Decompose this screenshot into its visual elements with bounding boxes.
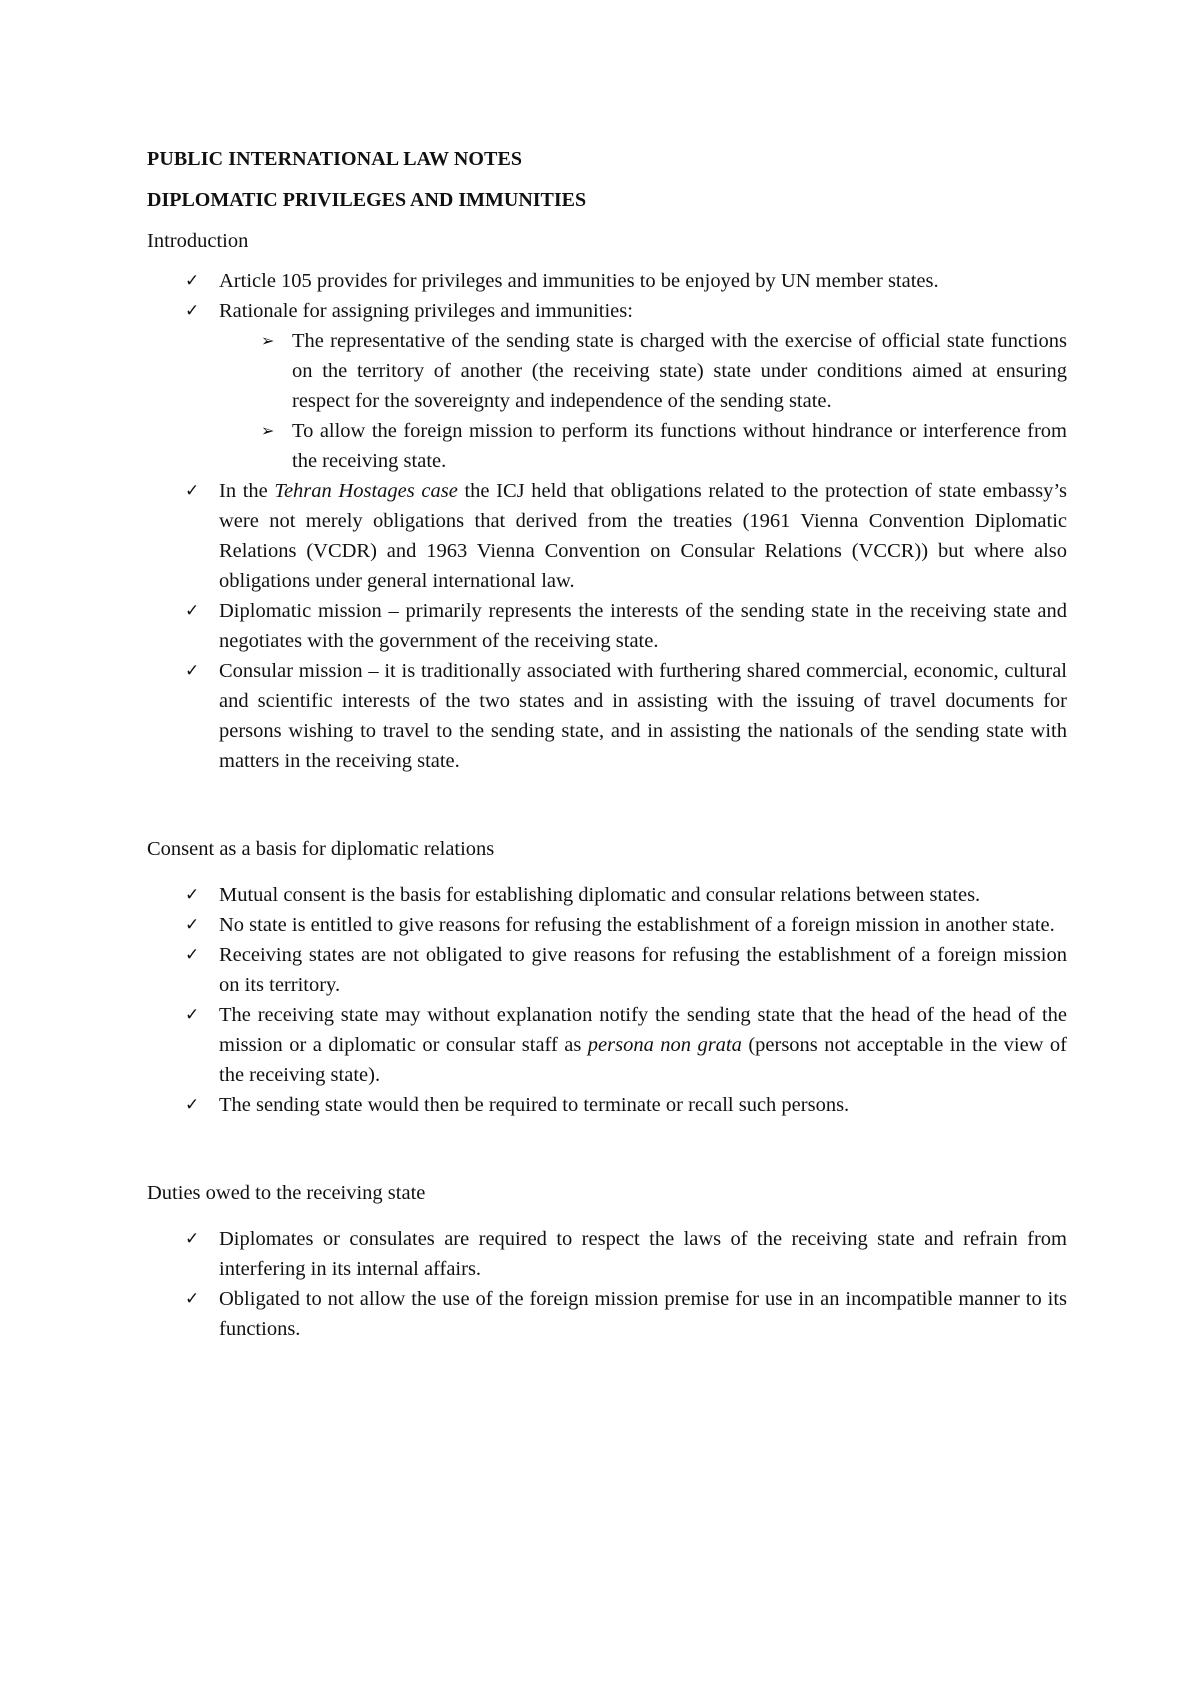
list-item-text-rest: (persons not acceptable in the view of the receiving state). — [219, 1034, 1067, 1086]
check-mark-icon: ✓ — [185, 271, 200, 291]
check-mark-icon: ✓ — [185, 945, 200, 965]
check-mark-icon: ✓ — [185, 601, 200, 621]
check-mark-icon: ✓ — [185, 1229, 200, 1249]
list-item — [147, 940, 1067, 1000]
check-mark-icon: ✓ — [185, 481, 200, 501]
check-mark-icon: ✓ — [185, 885, 200, 905]
list-item-text: Receiving states are not obligated to give reasons for refusing the establishment of a foreign mission on its territory. — [219, 944, 1067, 996]
sub-list-item-text: To allow the foreign mission to perform its functions without hindrance or interference from the receiving state. — [292, 420, 1067, 472]
list-item — [147, 656, 1067, 776]
list-item-text: Diplomates or consulates are required to respect the laws of the receiving state and refrain from interfering in its internal affairs. — [219, 1228, 1067, 1280]
list-item — [147, 1284, 1067, 1344]
list-item-text: Consular mission – it is traditionally associated with furthering shared commercial, economic, cultural and scientific interests of the two states and in assisting with the issuing of travel documents for persons wishing to travel to the sending state, and in assisting the nationals of the sending state with matters in the receiving state. — [219, 660, 1067, 772]
list-item-text: Diplomatic mission – primarily represents the interests of the sending state in the receiving state and negotiates with the government of the receiving state. — [219, 600, 1067, 652]
section-heading-duties: Duties owed to the receiving state — [147, 1182, 426, 1204]
sub-list-item — [219, 416, 1067, 476]
list-item — [147, 476, 1067, 596]
document-page — [147, 144, 1067, 1344]
list-item — [147, 296, 1067, 476]
list-item-text: Article 105 provides for privileges and immunities to be enjoyed by UN member states. — [219, 270, 939, 292]
check-mark-icon: ✓ — [185, 301, 200, 321]
rationale-sublist — [219, 326, 1067, 476]
list-item-text: Rationale for assigning privileges and immunities: — [219, 300, 633, 322]
check-mark-icon: ✓ — [185, 915, 200, 935]
sub-list-item-text: The representative of the sending state is charged with the exercise of official state functions on the territory of another (the receiving state) state under conditions aimed at ensuring respect for the sovereignty and independence of the sending state. — [292, 330, 1067, 412]
list-item-text: Obligated to not allow the use of the foreign mission premise for use in an incompatible manner to its functions. — [219, 1288, 1067, 1340]
list-item — [147, 910, 1067, 940]
consent-list — [147, 880, 1067, 1120]
list-item-text: The sending state would then be required to terminate or recall such persons. — [219, 1094, 850, 1116]
section-heading-introduction: Introduction — [147, 230, 249, 252]
list-item — [147, 266, 1067, 296]
list-item-text-rest: the ICJ held that obligations related to the protection of state embassy’s were not merely obligations that derived from the treaties (1961 Vienna Convention Diplomatic Relations (VCDR) and 1963 Vienna Convention on Consular Relations (VCCR)) but where also obligations under general international law. — [219, 480, 1068, 592]
check-mark-icon: ✓ — [185, 661, 200, 681]
list-item-text: Mutual consent is the basis for establishing diplomatic and consular relations between states. — [219, 884, 981, 906]
sub-list-item — [219, 326, 1067, 416]
case-name: Tehran Hostages case — [274, 480, 458, 502]
list-item — [147, 1224, 1067, 1284]
check-mark-icon: ✓ — [185, 1289, 200, 1309]
latin-term: persona non grata — [587, 1034, 742, 1056]
document-title: PUBLIC INTERNATIONAL LAW NOTES — [147, 148, 523, 170]
duties-list — [147, 1224, 1067, 1344]
list-item — [147, 1090, 1067, 1120]
section-heading-consent: Consent as a basis for diplomatic relations — [147, 838, 495, 860]
list-item-text: No state is entitled to give reasons for refusing the establishment of a foreign mission in another state. — [219, 914, 1055, 936]
check-mark-icon: ✓ — [185, 1005, 200, 1025]
list-item-text-lead: The receiving state may without explanation notify the sending state that the head of the head of the mission or a diplomatic or consular staff as — [219, 1004, 1067, 1056]
arrow-bullet-icon: ➢ — [261, 421, 275, 440]
document-subtitle: DIPLOMATIC PRIVILEGES AND IMMUNITIES — [147, 189, 587, 211]
list-item — [147, 1000, 1067, 1090]
list-item-text-lead: In the — [219, 480, 275, 502]
arrow-bullet-icon: ➢ — [261, 331, 275, 350]
check-mark-icon: ✓ — [185, 1095, 200, 1115]
list-item — [147, 880, 1067, 910]
list-item — [147, 596, 1067, 656]
introduction-list — [147, 266, 1067, 776]
